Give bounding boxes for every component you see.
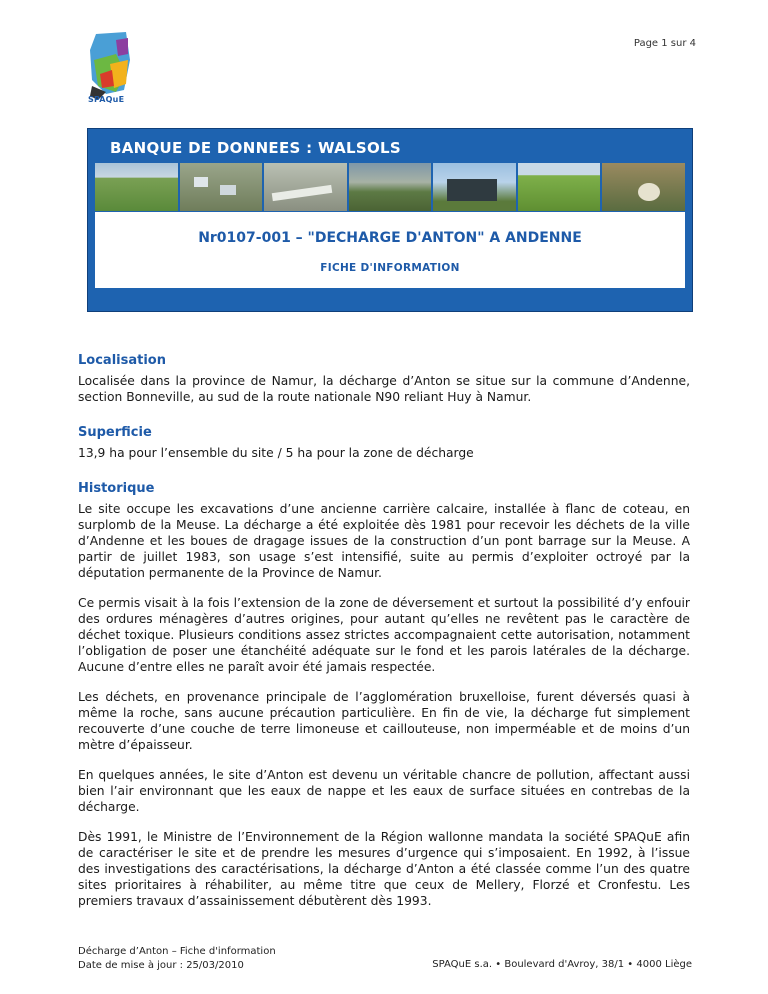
paragraph: Le site occupe les excavations d’une ancienne carrière calcaire, installée à flanc de coteau, en surplomb de la Meuse. La décharge a été exploitée dès 1981 pour recevoir les déchets de la ville d’Andenne et les boues de dragage issues de la construction d’un pont barrage sur la Meuse. A partir de juillet 1983, son usage s’est intensifié, suite au permis d’exploiter octroyé par la députation permanente de la Province de Namur.	[78, 502, 690, 580]
paragraph: Ce permis visait à la fois l’extension de la zone de déversement et surtout la possibilité d’y enfouir des ordures ménagères d’autres origines, pour autant qu’elles ne revêtent pas le caractère de déchet toxique. Plusieurs conditions assez strictes accompagnaient cette autorisation, notamment l’obligation de poser une étanchéité adéquate sur le fond et les parois latérales de la décharge. Aucune d’entre elles ne paraît avoir été jamais respectée.	[78, 596, 690, 674]
document-title: Nr0107-001 – "DECHARGE D'ANTON" A ANDENNE	[198, 230, 582, 246]
photo-field	[95, 163, 178, 211]
photo-meadow	[518, 163, 601, 211]
footer-left	[78, 945, 276, 973]
section-heading: Historique	[78, 481, 155, 496]
paragraph: 13,9 ha pour l’ensemble du site / 5 ha pour la zone de décharge	[78, 446, 474, 460]
photo-installations	[180, 163, 263, 211]
document-body	[78, 353, 690, 929]
photo-stream	[602, 163, 685, 211]
photo-valley	[349, 163, 432, 211]
paragraph: Les déchets, en provenance principale de l’agglomération bruxelloise, furent déversés quasi à même la roche, sans aucune précaution particulière. En fin de vie, la décharge fut simplement recouverte d’une couche de terre limoneuse et caillouteuse, non imperméable et de moins d’un mètre d’épaisseur.	[78, 690, 690, 752]
header-banner	[87, 128, 693, 312]
photo-pipe	[264, 163, 347, 211]
footer-address: SPAQuE s.a. • Boulevard d'Avroy, 38/1 • 4000 Liège	[432, 959, 692, 970]
paragraph: En quelques années, le site d’Anton est devenu un véritable chancre de pollution, affectant aussi bien l’air environnant que les eaux de nappe et les eaux de surface situées en contrebas de la décharge.	[78, 768, 690, 814]
paragraph: Dès 1991, le Ministre de l’Environnement de la Région wallonne mandata la société SPAQuE afin de caractériser le site et de prendre les mesures d’urgence qui s’imposaient. En 1992, à l’issue des investigations des caractérisations, la décharge d’Anton a été classée comme l’un des quatre sites prioritaires à réhabiliter, au même titre que ceux de Mellery, Florzé et Cronfestu. Les premiers travaux d’assainissement débutèrent dès 1993.	[78, 830, 690, 908]
photo-building	[433, 163, 516, 211]
page-number: Page 1 sur 4	[633, 38, 696, 49]
title-box	[95, 212, 685, 288]
database-title: BANQUE DE DONNEES : WALSOLS	[110, 139, 402, 157]
logo-text: SPAQuE	[88, 95, 125, 104]
section-heading: Superficie	[78, 425, 152, 440]
section-historique	[78, 481, 690, 909]
document-subtitle: FICHE D'INFORMATION	[320, 262, 460, 274]
section-superficie	[78, 425, 690, 461]
paragraph: Localisée dans la province de Namur, la décharge d’Anton se situe sur la commune d’Andenne, section Bonneville, au sud de la route nationale N90 reliant Huy à Namur.	[78, 374, 690, 404]
section-heading: Localisation	[78, 353, 166, 368]
footer-update-date: Date de mise à jour : 25/03/2010	[78, 960, 244, 971]
footer-document-name: Décharge d’Anton – Fiche d'information	[78, 946, 276, 957]
section-localisation	[78, 353, 690, 405]
photo-strip	[95, 163, 685, 211]
